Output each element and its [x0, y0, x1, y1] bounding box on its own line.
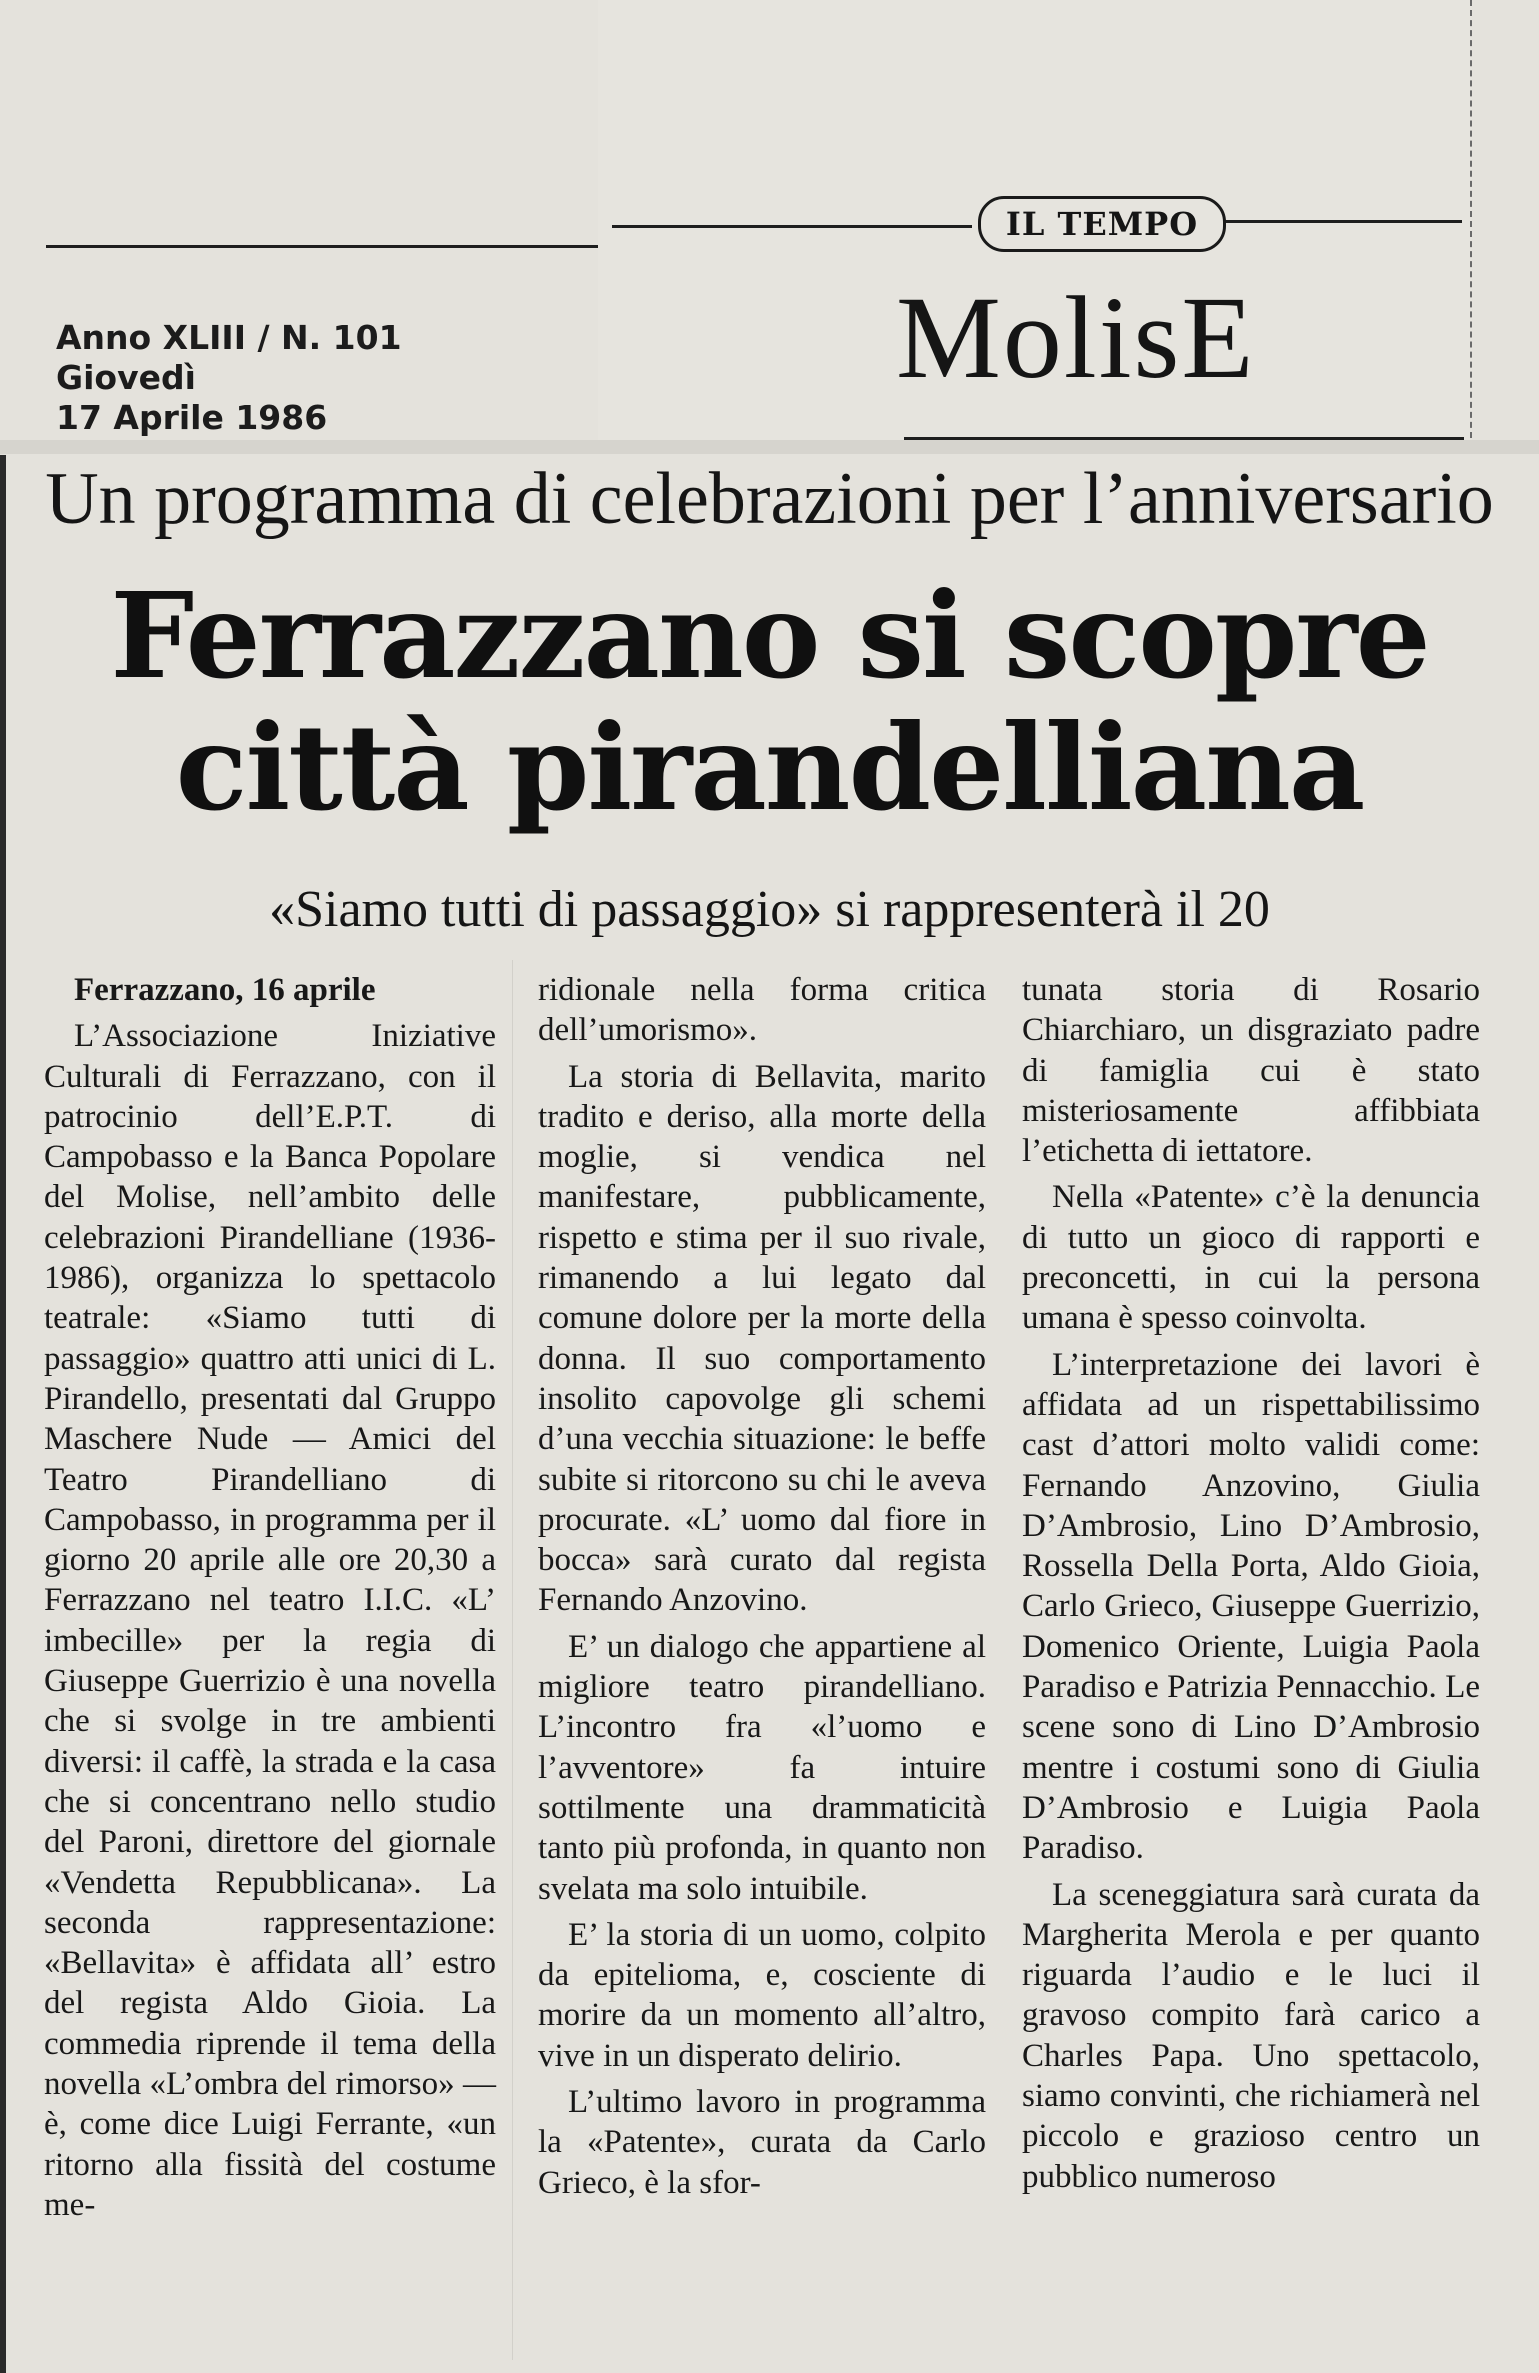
article-headline: [0, 566, 1539, 837]
issue-number: Anno XLIII / N. 101: [56, 318, 402, 357]
body-paragraph: ridionale nella forma critica dell’umorismo».: [538, 972, 986, 1049]
section-title: MolisE: [896, 272, 1256, 403]
article-subhead: «Siamo tutti di passaggio» si rappresenterà il 20: [269, 881, 1270, 938]
body-paragraph: L’interpretazione dei lavori è affidata ad un rispettabilissimo cast d’attori molto validi come: Fernando Anzovino, Giulia D’Ambrosio, Lino D’Ambrosio, Rossella Della Porta, Aldo Gioia, Carlo Grieco, Giuseppe Guerrizio, Domenico Oriente, Luigia Paola Paradiso e Patrizia Pennacchio. Le scene sono di Lino D’Ambrosio mentre i costumi sono di Giulia D’Ambrosio e Luigia Paola Paradiso.: [1022, 1346, 1480, 1867]
article-column-2: [538, 970, 986, 2209]
masthead-rule-left: [46, 245, 598, 248]
body-paragraph: tunata storia di Rosario Chiarchiaro, un disgraziato padre di famiglia cui è stato misteriosamente affibbiata l’etichetta di iettatore.: [1022, 972, 1480, 1170]
body-paragraph: E’ la storia di un uomo, colpito da epitelioma, e, cosciente di morire da un momento all’altro, vive in un disperato delirio.: [538, 1916, 986, 2074]
article-kicker: Un programma di celebrazioni per l’anniversario: [45, 458, 1494, 540]
masthead-rule-right: [612, 225, 972, 228]
body-paragraph: Nella «Patente» c’è la denuncia di tutto un gioco di rapporti e preconcetti, in cui la persona umana è spesso coinvolta.: [1022, 1179, 1480, 1337]
dateline-paragraph: [44, 970, 496, 1010]
article-column-3: [1022, 970, 1480, 2203]
newspaper-logo: IL TEMPO: [978, 196, 1226, 252]
issue-date: 17 Aprile 1986: [56, 398, 328, 437]
article-column-1: [44, 970, 496, 2231]
body-paragraph: L’Associazione Iniziative Culturali di Ferrazzano, con il patrocinio dell’E.P.T. di Campobasso e la Banca Popolare del Molise, nell’ambito delle celebrazioni Pirandelliane (1936-1986), organizza lo spettacolo teatrale: «Siamo tutti di passaggio» quattro atti unici di L. Pirandello, presentati dal Gruppo Maschere Nude — Amici del Teatro Pirandelliano di Campobasso, in programma per il giorno 20 aprile alle ore 20,30 a Ferrazzano nel teatro I.I.C. «L’ imbecille» per la regia di Giuseppe Guerrizio è una novella che si svolge in tre ambienti diversi: il caffè, la strada e la casa che si concentrano nello studio del Paroni, direttore del giornale «Vendetta Repubblicana». La seconda rappresentazione: «Bellavita» è affidata all’ estro del regista Aldo Gioia. La commedia riprende il tema della novella «L’ombra del rimorso» — è, come dice Luigi Ferrante, «un ritorno alla fissità del costume me-: [44, 1018, 496, 2223]
headline-line-1: Ferrazzano si scopre: [110, 566, 1429, 705]
dateline: Ferrazzano, 16 aprile: [74, 972, 376, 1008]
masthead-rule-right-end: [1222, 220, 1462, 223]
body-paragraph: La sceneggiatura sarà curata da Margherita Merola e per quanto riguarda l’audio e le luci il gravoso compito farà carico a Charles Papa. Uno spettacolo, siamo convinti, che richiamerà nel piccolo e grazioso centro un pubblico numeroso: [1022, 1876, 1480, 2195]
issue-weekday: Giovedì: [56, 358, 196, 397]
issue-info: [56, 318, 402, 438]
paper-fold: [512, 960, 513, 2360]
headline-line-2: città pirandelliana: [175, 698, 1364, 837]
body-paragraph: L’ultimo lavoro in programma la «Patente», curata da Carlo Grieco, è la sfor-: [538, 2084, 986, 2201]
paper-tear: [0, 440, 1539, 454]
body-paragraph: La storia di Bellavita, marito tradito e deriso, alla morte della moglie, si vendica nel manifestare, pubblicamente, rispetto e stima per il suo rivale, rimanendo a lui legato dal comune dolore per la morte della donna. Il suo comportamento insolito capovolge gli schemi d’una vecchia situazione: le beffe subite si ritorcono su chi le aveva procurate. «L’ uomo dal fiore in bocca» sarà curato dal regista Fernando Anzovino.: [538, 1058, 986, 1619]
body-paragraph: E’ un dialogo che appartiene al migliore teatro pirandelliano. L’incontro fra «l’uomo e l’avventore» fa intuire sottilmente una drammaticità tanto più profonda, in quanto non svelata ma solo intuibile.: [538, 1628, 986, 1907]
